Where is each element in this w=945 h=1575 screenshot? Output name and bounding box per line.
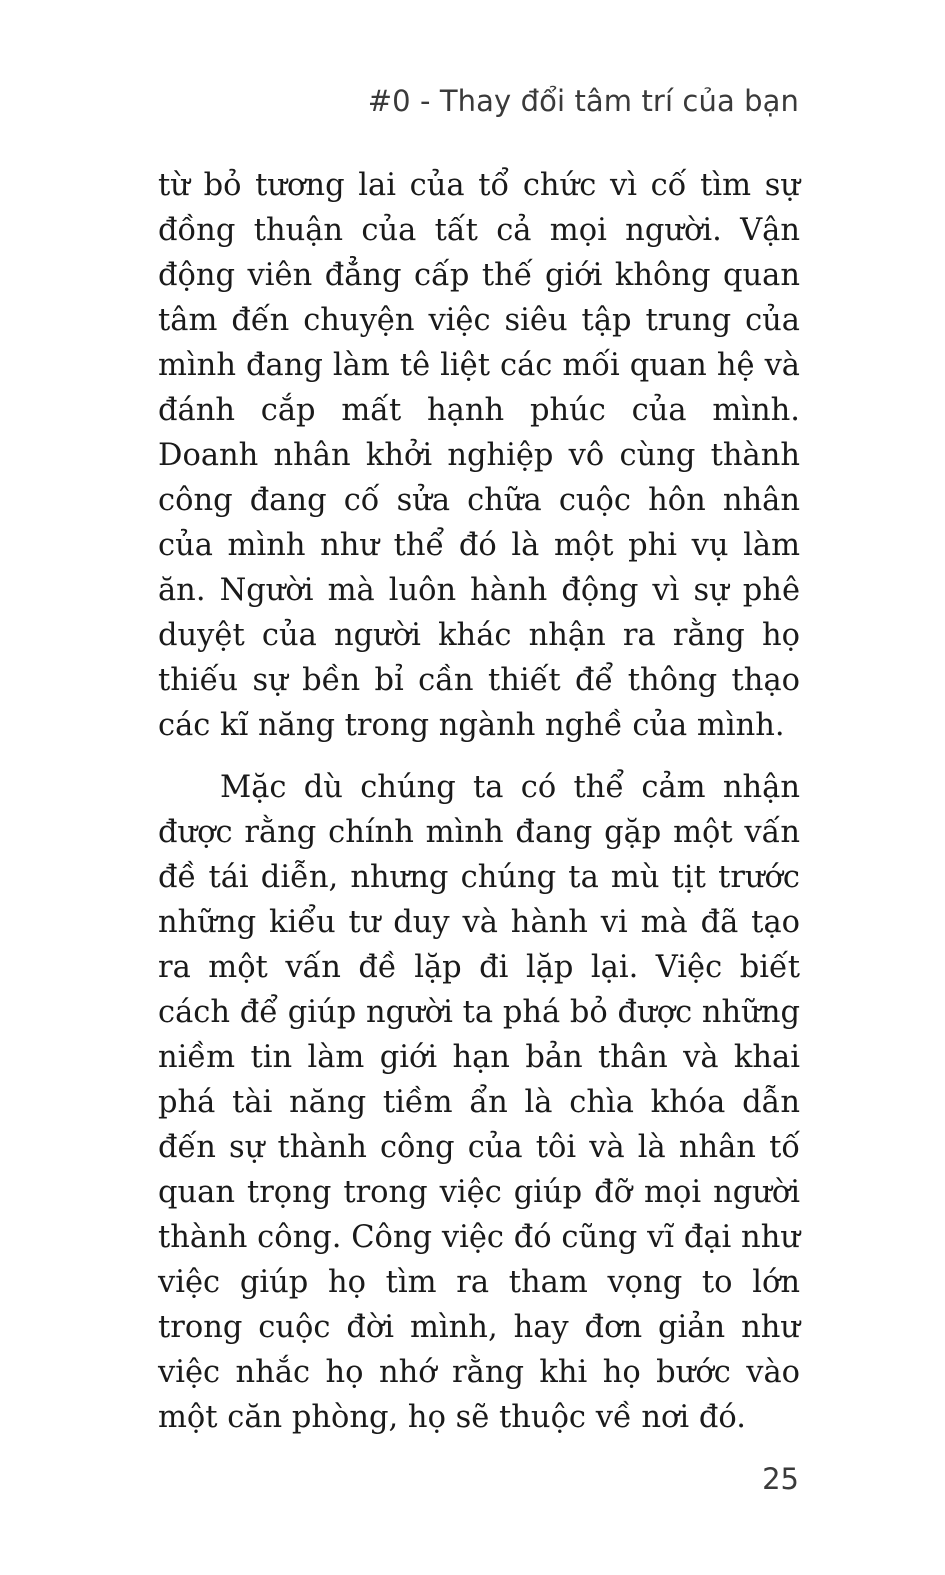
running-header-title: #0 - Thay đổi tâm trí của bạn: [367, 84, 799, 118]
paragraph: Mặc dù chúng ta có thể cảm nhận được rằng chính mình đang gặp một vấn đề tái diễn, nhưng chúng ta mù tịt trước những kiểu tư duy và hành vi mà đã tạo ra một vấn đề lặp đi lặp lại. Việc biết cách để giúp người ta phá bỏ được những niềm tin làm giới hạn bản thân và khai phá tài năng tiềm ẩn là chìa khóa dẫn đến sự thành công của tôi và là nhân tố quan trọng trong việc giúp đỡ mọi người thành công. Công việc đó cũng vĩ đại như việc giúp họ tìm ra tham vọng to lớn trong cuộc đời mình, hay đơn giản như việc nhắc họ nhớ rằng khi họ bước vào một căn phòng, họ sẽ thuộc về nơi đó.: [158, 770, 800, 1435]
paragraph-continued: từ bỏ tương lai của tổ chức vì cố tìm sự đồng thuận của tất cả mọi người. Vận động viên đẳng cấp thế giới không quan tâm đến chuyện việc siêu tập trung của mình đang làm tê liệt các mối quan hệ và đánh cắp mất hạnh phúc của mình. Doanh nhân khởi nghiệp vô cùng thành công đang cố sửa chữa cuộc hôn nhân của mình như thể đó là một phi vụ làm ăn. Người mà luôn hành động vì sự phê duyệt của người khác nhận ra rằng họ thiếu sự bền bỉ cần thiết để thông thạo các kĩ năng trong ngành nghề của mình.: [158, 168, 800, 743]
page-number: 25: [762, 1462, 799, 1496]
body-text: [158, 163, 800, 1440]
